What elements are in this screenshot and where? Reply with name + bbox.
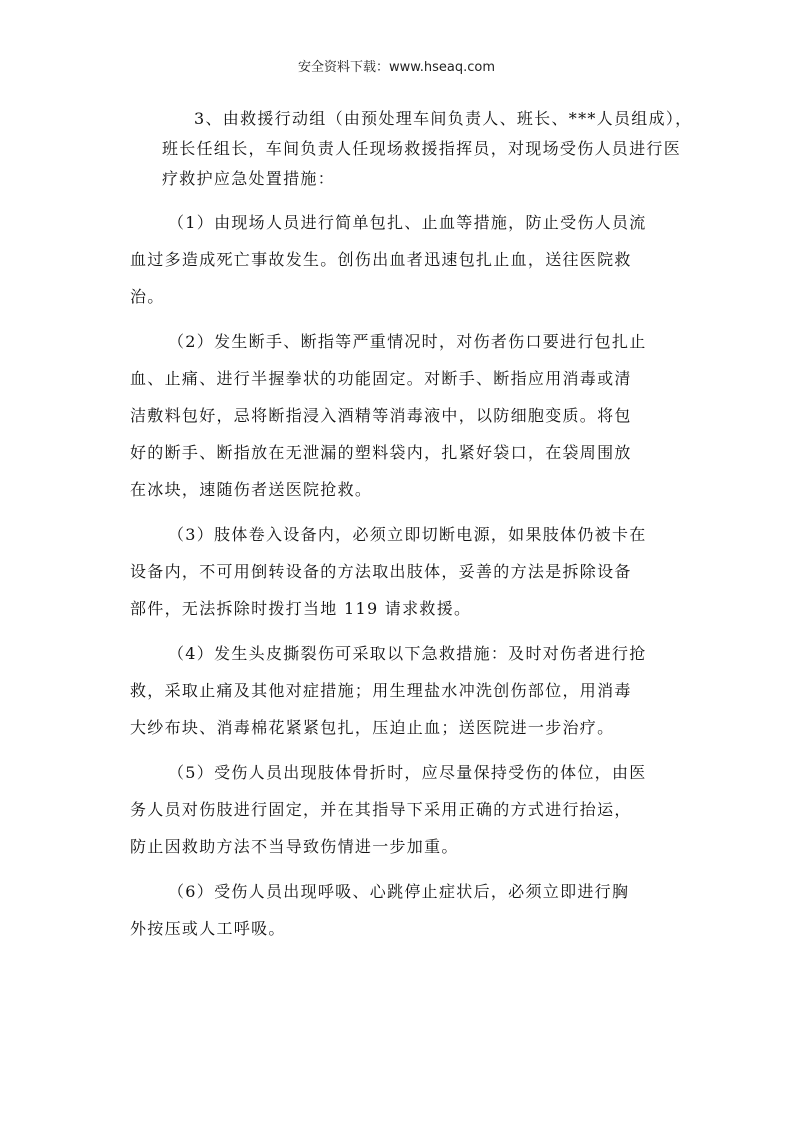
text-line: 疗救护应急处置措施： (162, 169, 336, 188)
text-line: 部件，无法拆除时拨打当地 119 请求救援。 (130, 599, 472, 618)
text-line: 治。 (130, 287, 165, 306)
text-line: 救，采取止痛及其他对症措施；用生理盐水冲洗创伤部位，用消毒 (130, 681, 632, 700)
text-line: 班长任组长，车间负责人任现场救援指挥员，对现场受伤人员进行医 (162, 139, 682, 158)
text-line: （1）由现场人员进行简单包扎、止血等措施，防止受伤人员流 (168, 213, 647, 232)
measure-item-4 (130, 635, 673, 746)
text-line: （3）肢体卷入设备内，必须立即切断电源，如果肢体仍被卡在 (168, 525, 647, 544)
intro-paragraph (130, 104, 693, 194)
text-line: （6）受伤人员出现呼吸、心跳停止症状后，必须立即进行胸 (168, 882, 630, 901)
text-line: 防止因救助方法不当导致伤情进一步加重。 (130, 837, 459, 856)
text-line: 外按压或人工呼吸。 (130, 919, 286, 938)
measure-item-6 (130, 873, 673, 947)
text-line: 大纱布块、消毒棉花紧紧包扎，压迫止血；送医院进一步治疗。 (130, 718, 615, 737)
page-header: 安全资料下载：www.hseaq.com (298, 60, 495, 75)
text-line: （4）发生头皮撕裂伤可采取以下急救措施：及时对伤者进行抢 (168, 644, 647, 663)
measure-item-3 (130, 516, 673, 627)
measure-item-1 (130, 204, 673, 315)
text-line: 好的断手、断指放在无泄漏的塑料袋内，扎紧好袋口，在袋周围放 (130, 443, 632, 462)
text-line: 血、止痛、进行半握拳状的功能固定。对断手、断指应用消毒或清 (130, 369, 632, 388)
text-line: 3、由救援行动组（由预处理车间负责人、班长、***人员组成）， (194, 109, 693, 128)
text-line: 在冰块，速随伤者送医院抢救。 (130, 480, 373, 499)
text-line: 洁敷料包好，忌将断指浸入酒精等消毒液中，以防细胞变质。将包 (130, 406, 632, 425)
text-line: （2）发生断手、断指等严重情况时，对伤者伤口要进行包扎止 (168, 332, 647, 351)
text-line: 务人员对伤肢进行固定，并在其指导下采用正确的方式进行抬运， (130, 800, 632, 819)
text-line: 设备内，不可用倒转设备的方法取出肢体，妥善的方法是拆除设备 (130, 562, 632, 581)
measure-item-2 (130, 323, 673, 508)
measure-item-5 (130, 754, 673, 865)
document-body (130, 104, 693, 955)
text-line: 血过多造成死亡事故发生。创伤出血者迅速包扎止血，送往医院救 (130, 250, 632, 269)
text-line: （5）受伤人员出现肢体骨折时，应尽量保持受伤的体位，由医 (168, 763, 647, 782)
